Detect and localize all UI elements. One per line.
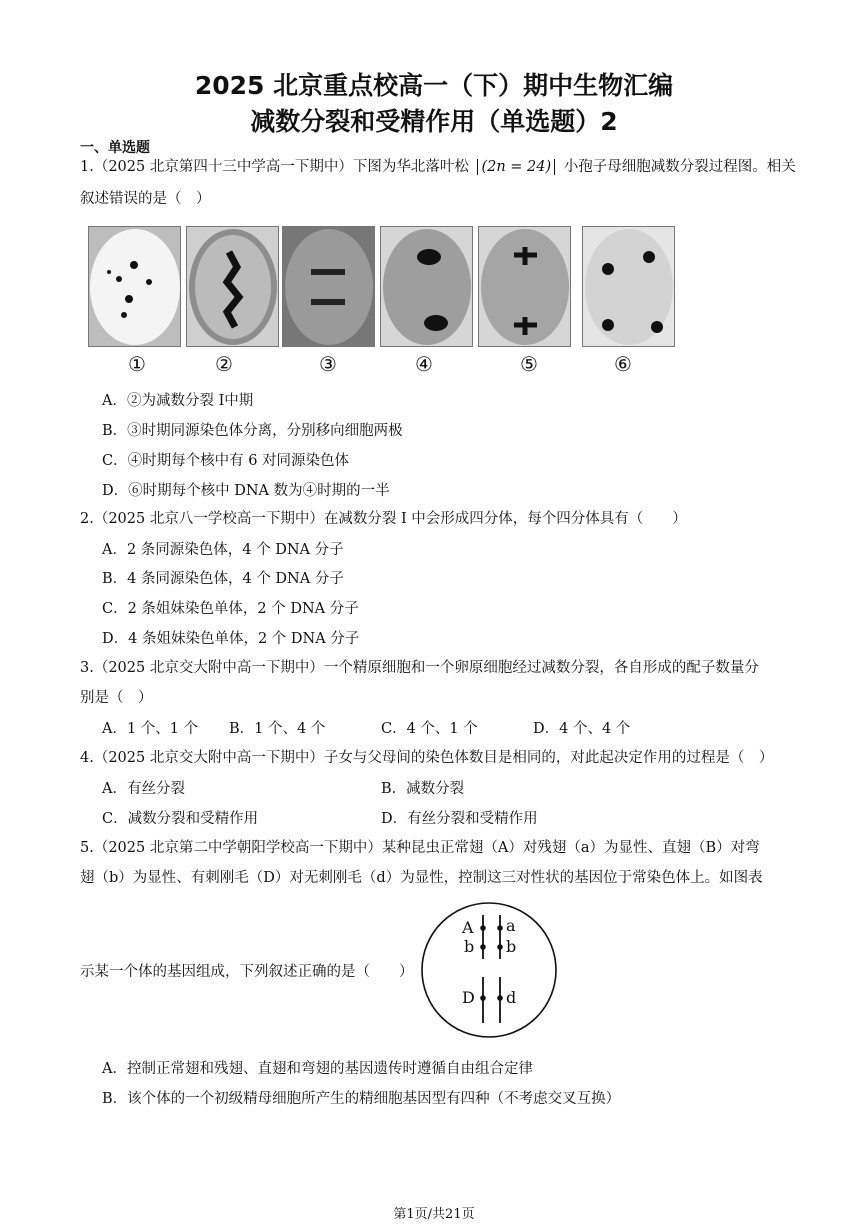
q2-option-c: C．2 条姐妹染色单体，2 个 DNA 分子 xyxy=(102,601,359,617)
question-1-stem: 1.（2025 北京第四十三中学高一下期中）下图为华北落叶松 (2n = 24) 小孢子母细胞减数分裂过程图。相关 xyxy=(80,159,796,175)
question-3-stem-line2: 别是（ ） xyxy=(80,690,153,706)
page-footer: 第1页/共21页 xyxy=(393,1207,475,1222)
gene-label-b-left: b xyxy=(464,937,475,956)
micrograph-1 xyxy=(88,226,181,347)
q2-option-a: A．2 条同源染色体，4 个 DNA 分子 xyxy=(102,542,344,558)
gene-label-d: d xyxy=(506,988,517,1007)
image-label-2: ② xyxy=(215,352,233,376)
q1-option-b: B．③时期同源染色体分离，分别移向细胞两极 xyxy=(102,423,403,439)
gene-label-b-right: b xyxy=(506,937,517,956)
micrograph-3 xyxy=(282,226,375,347)
question-5-stem-line2: 翅（b）为显性、有刺刚毛（D）对无刺刚毛（d）为显性，控制这三对性状的基因位于常染色体上。如图表 xyxy=(80,870,763,886)
q4-option-b: B．减数分裂 xyxy=(381,781,465,797)
micrograph-2 xyxy=(186,226,279,347)
q1-option-d: D．⑥时期每个核中 DNA 数为④时期的一半 xyxy=(102,483,390,499)
page-title: 2025 北京重点校高一（下）期中生物汇编 xyxy=(194,71,674,100)
question-3-stem: 3.（2025 北京交大附中高一下期中）一个精原细胞和一个卵原细胞经过减数分裂，各自形成的配子数量分 xyxy=(80,660,759,676)
image-label-3: ③ xyxy=(319,352,337,376)
image-label-6: ⑥ xyxy=(614,352,632,376)
q1-option-c: C．④时期每个核中有 6 对同源染色体 xyxy=(102,453,350,469)
q3-option-c: C．4 个、1 个 xyxy=(381,721,478,737)
gene-label-a: a xyxy=(506,916,516,935)
q1-option-a: A．②为减数分裂 Ⅰ中期 xyxy=(102,393,254,409)
image-label-4: ④ xyxy=(415,352,433,376)
micrograph-4 xyxy=(380,226,473,347)
micrograph-5 xyxy=(478,226,571,347)
question-4-stem: 4.（2025 北京交大附中高一下期中）子女与父母间的染色体数目是相同的，对此起决定作用的过程是（ ） xyxy=(80,750,774,766)
q2-option-d: D．4 条姐妹染色单体，2 个 DNA 分子 xyxy=(102,631,360,647)
section-title: 一、单选题 xyxy=(80,140,150,156)
q4-option-d: D．有丝分裂和受精作用 xyxy=(381,811,538,827)
image-label-1: ① xyxy=(128,352,146,376)
q4-option-c: C．减数分裂和受精作用 xyxy=(102,811,259,827)
page-subtitle: 减数分裂和受精作用（单选题）2 xyxy=(250,107,618,136)
formula: (2n = 24) xyxy=(477,159,555,175)
gene-diagram xyxy=(420,901,558,1039)
question-5-stem-line3: 示某一个体的基因组成，下列叙述正确的是（ ） xyxy=(80,964,414,980)
image-label-5: ⑤ xyxy=(520,352,538,376)
question-2-stem: 2.（2025 北京八一学校高一下期中）在减数分裂 Ⅰ 中会形成四分体，每个四分体具有（ ） xyxy=(80,511,687,527)
q3-option-b: B．1 个、4 个 xyxy=(229,721,326,737)
q2-option-b: B．4 条同源染色体，4 个 DNA 分子 xyxy=(102,571,344,587)
q4-option-a: A．有丝分裂 xyxy=(102,781,185,797)
q3-option-d: D．4 个、4 个 xyxy=(533,721,631,737)
gene-label-A: A xyxy=(462,918,474,937)
q3-option-a: A．1 个、1 个 xyxy=(102,721,199,737)
micrograph-6 xyxy=(582,226,675,347)
question-1-stem-line2: 叙述错误的是（ ） xyxy=(80,191,211,207)
q5-option-a: A．控制正常翅和残翅、直翅和弯翅的基因遗传时遵循自由组合定律 xyxy=(102,1061,533,1077)
gene-label-D: D xyxy=(462,988,475,1007)
question-5-stem: 5.（2025 北京第二中学朝阳学校高一下期中）某种昆虫正常翅（A）对残翅（a）为显性、直翅（B）对弯 xyxy=(80,840,760,856)
q5-option-b: B．该个体的一个初级精母细胞所产生的精细胞基因型有四种（不考虑交叉互换） xyxy=(102,1091,621,1107)
